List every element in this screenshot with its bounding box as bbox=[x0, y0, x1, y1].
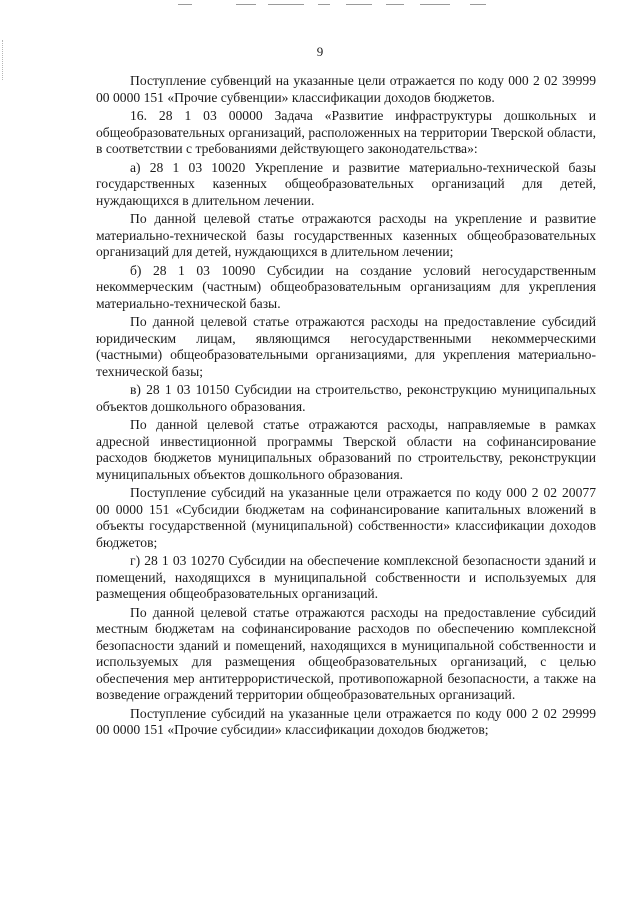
paragraph: а) 28 1 03 10020 Укрепление и развитие материально-технической базы государственных казенных общеобразовательных организаций для детей, нуждающихся в длительном лечении. bbox=[96, 159, 596, 208]
paragraph: б) 28 1 03 10090 Субсидии на создание условий негосударственным некоммерческим (частным) общеобразовательным организациям для укрепления материально-технической базы. bbox=[96, 262, 596, 311]
paragraph: По данной целевой статье отражаются расходы на укрепление и развитие материально-технической базы государственных казенных общеобразовательных организаций для детей, нуждающихся в длительном лечении; bbox=[96, 211, 596, 259]
paragraph: Поступление субсидий на указанные цели отражается по коду 000 2 02 20077 00 0000 151 «Субсидии бюджетам на софинансирование капитальных вложений в объекты государственной (муниципальной) собственности» классификации доходов бюджетов; bbox=[96, 485, 596, 550]
paragraph: 16. 28 1 03 00000 Задача «Развитие инфраструктуры дошкольных и общеобразовательных организаций, расположенных на территории Тверской области, в соответствии с требованиями действующего законодательства»: bbox=[96, 108, 596, 156]
paragraph: Поступление субвенций на указанные цели отражается по коду 000 2 02 39999 00 0000 151 «Прочие субвенции» классификации доходов бюджетов. bbox=[96, 73, 596, 105]
paragraph: г) 28 1 03 10270 Субсидии на обеспечение комплексной безопасности зданий и помещений, находящихся в муниципальной собственности и используемых для размещения общеобразовательных организаций. bbox=[96, 553, 596, 601]
document-body bbox=[96, 73, 596, 741]
paragraph: По данной целевой статье отражаются расходы на предоставление субсидий юридическим лицам, являющимся негосударственными некоммерческими (частными) общеобразовательными организациями, для укрепления материально-технической базы; bbox=[96, 314, 596, 379]
scan-artifact-top bbox=[0, 0, 640, 8]
paragraph: в) 28 1 03 10150 Субсидии на строительство, реконструкцию муниципальных объектов дошкольного образования. bbox=[96, 382, 596, 414]
paragraph: По данной целевой статье отражаются расходы, направляемые в рамках адресной инвестиционной программы Тверской области на софинансирование расходов бюджетов муниципальных образований по строительству, реконструкции муниципальных объектов дошкольного образования. bbox=[96, 417, 596, 482]
page-number: 9 bbox=[316, 44, 324, 59]
paragraph: Поступление субсидий на указанные цели отражается по коду 000 2 02 29999 00 0000 151 «Прочие субсидии» классификации доходов бюджетов; bbox=[96, 705, 596, 737]
paragraph: По данной целевой статье отражаются расходы на предоставление субсидий местным бюджетам на софинансирование расходов по обеспечению комплексной безопасности зданий и помещений, находящихся в муниципальной собственности и используемых для размещения общеобразовательных организаций, с целью обеспечения мер антитеррористической, противопожарной безопасности, а также на возведение ограждений территории общеобразовательных организаций. bbox=[96, 604, 596, 702]
